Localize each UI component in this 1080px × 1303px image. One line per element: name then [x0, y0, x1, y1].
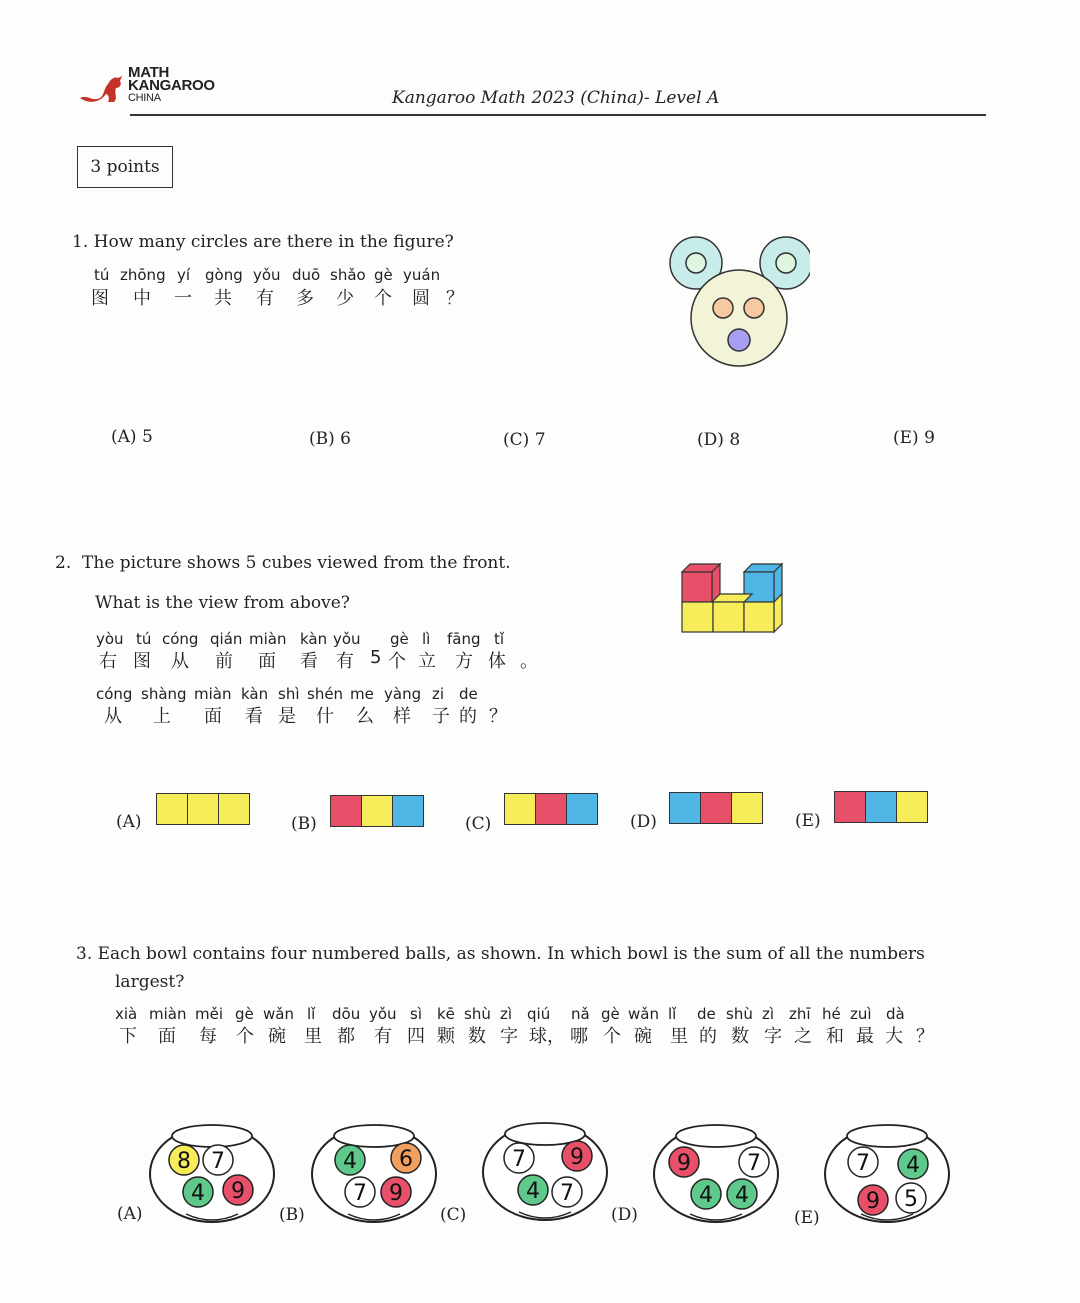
- ball-9: [858, 1185, 888, 1215]
- q2-option-label-a[interactable]: (A): [116, 812, 142, 832]
- top-view-square-blue: [865, 792, 896, 822]
- ball-4: [183, 1177, 213, 1207]
- q3-pinyin-21: hé: [822, 1005, 841, 1023]
- logo-line2: KANGAROO: [128, 77, 215, 94]
- q3-pinyin-2: měi: [195, 1005, 224, 1023]
- q3-hanzi-8: 四: [407, 1026, 425, 1047]
- q3-pinyin-5: lǐ: [307, 1005, 316, 1023]
- ball-7: [504, 1143, 534, 1173]
- q2-pinyin-10: tǐ: [494, 630, 505, 648]
- right-eye-circle: [744, 298, 764, 318]
- q3-pinyin-16: lǐ: [668, 1005, 677, 1023]
- q3-hanzi-13: 哪: [570, 1026, 588, 1047]
- left-eye-circle: [713, 298, 733, 318]
- q3-pinyin-9: kē: [437, 1005, 455, 1023]
- q1-hanzi-8: 圆: [412, 288, 430, 309]
- q2-hanzi-8: 个: [388, 651, 406, 672]
- q1-pinyin-7: gè: [374, 266, 393, 284]
- bottom-cube-1: [682, 602, 713, 632]
- red-cube-front: [682, 572, 712, 602]
- q3-hanzi-9: 颗: [437, 1026, 455, 1047]
- q2-pinyin-8: lì: [422, 630, 431, 648]
- q3-pinyin-3: gè: [235, 1005, 254, 1023]
- q1-pinyin-2: yí: [177, 266, 191, 284]
- q3-pinyin-13: nǎ: [571, 1005, 590, 1023]
- bottom-cube-2: [713, 602, 744, 632]
- q2-hanzi-1: 图: [133, 651, 151, 672]
- top-view-square-red: [700, 793, 731, 823]
- q3-bowl-c[interactable]: [479, 1114, 611, 1222]
- q2-hanzi-4: 面: [258, 651, 276, 672]
- ball-number: 4: [906, 1153, 920, 1178]
- q3-pinyin-6: dōu: [332, 1005, 361, 1023]
- q1-pinyin-5: duō: [292, 266, 321, 284]
- top-view-square-blue: [670, 793, 700, 823]
- top-view-square-yellow: [218, 794, 249, 824]
- q2-hanzi-5: 看: [300, 651, 318, 672]
- q2-hanzi-7: 5: [370, 647, 382, 668]
- q1-number: 1.: [72, 232, 89, 252]
- q3-option-label-b[interactable]: (B): [279, 1205, 305, 1225]
- q3-hanzi-3: 个: [236, 1026, 254, 1047]
- top-view-square-yellow: [731, 793, 762, 823]
- top-view-square-yellow: [187, 794, 218, 824]
- q3-bowl-b[interactable]: [308, 1116, 440, 1224]
- bottom-cube-3: [744, 602, 774, 632]
- q1-pinyin-3: gòng: [205, 266, 243, 284]
- q2-hanzi-0: 右: [99, 651, 117, 672]
- q2-option-label-e[interactable]: (E): [795, 811, 821, 831]
- q1-hanzi-3: 共: [214, 288, 232, 309]
- q2-option-label-d[interactable]: (D): [630, 812, 657, 832]
- ball-number: 4: [735, 1183, 749, 1208]
- q3-pinyin-4: wǎn: [263, 1005, 294, 1023]
- q3-pinyin-20: zhī: [789, 1005, 811, 1023]
- q3-hanzi-21: 和: [826, 1026, 844, 1047]
- q1-option-d[interactable]: (D) 8: [697, 430, 741, 450]
- q2-option-label-c[interactable]: (C): [465, 814, 492, 834]
- q2-hanzi2-5: 什: [316, 706, 334, 727]
- q3-pinyin-8: sì: [410, 1005, 422, 1023]
- q3-hanzi-1: 面: [158, 1026, 176, 1047]
- ball-number: 7: [856, 1151, 870, 1176]
- q2-pinyin2-5: shén: [307, 685, 344, 703]
- q1-hanzi-4: 有: [256, 288, 274, 309]
- q2-pinyin-3: qián: [210, 630, 243, 648]
- ball-9: [562, 1141, 592, 1171]
- q3-bowl-e[interactable]: [821, 1116, 953, 1224]
- q3-pinyin-17: de: [697, 1005, 716, 1023]
- ball-number: 4: [526, 1179, 540, 1204]
- ball-4: [727, 1179, 757, 1209]
- ball-6: [391, 1143, 421, 1173]
- q1-hanzi-9: ？: [446, 288, 464, 309]
- q3-pinyin-19: zì: [762, 1005, 775, 1023]
- q2-hanzi-2: 从: [171, 651, 189, 672]
- q2-pinyin-6: yǒu: [333, 630, 361, 648]
- mouth-circle: [728, 329, 750, 351]
- q3-option-label-d[interactable]: (D): [611, 1205, 638, 1225]
- q2-option-strip-b[interactable]: [330, 795, 424, 827]
- q3-bowl-d[interactable]: [650, 1116, 782, 1224]
- q2-hanzi2-2: 面: [204, 706, 222, 727]
- q2-pinyin2-4: shì: [278, 685, 300, 703]
- q3-hanzi-14: 个: [603, 1026, 621, 1047]
- q2-hanzi2-1: 上: [153, 706, 171, 727]
- q2-hanzi2-0: 从: [104, 706, 122, 727]
- ball-8: [169, 1145, 199, 1175]
- q1-option-c[interactable]: (C) 7: [503, 430, 546, 450]
- q3-hanzi-16: 里: [670, 1026, 688, 1047]
- top-view-square-blue: [392, 796, 423, 826]
- ball-number: 4: [699, 1183, 713, 1208]
- q1-circles-figure: [660, 232, 810, 372]
- ball-9: [381, 1177, 411, 1207]
- q2-hanzi-3: 前: [215, 651, 233, 672]
- q2-pinyin2-7: yàng: [384, 685, 422, 703]
- q3-text2: largest?: [115, 972, 185, 992]
- points-label: 3 points: [77, 146, 173, 188]
- q3-question-line1: [76, 944, 925, 964]
- q3-hanzi-22: 最: [856, 1026, 874, 1047]
- q3-pinyin-22: zuì: [850, 1005, 872, 1023]
- q2-hanzi2-8: 子: [432, 706, 450, 727]
- q2-pinyin2-3: kàn: [241, 685, 269, 703]
- ball-number: 9: [677, 1151, 691, 1176]
- q3-pinyin-14: gè: [601, 1005, 620, 1023]
- q3-pinyin-15: wǎn: [628, 1005, 659, 1023]
- ball-7: [345, 1177, 375, 1207]
- q2-pinyin-0: yòu: [96, 630, 124, 648]
- top-view-square-red: [835, 792, 865, 822]
- q1-pinyin-4: yǒu: [253, 266, 281, 284]
- logo-line3: CHINA: [128, 92, 161, 104]
- q3-option-label-e[interactable]: (E): [794, 1208, 820, 1228]
- q3-hanzi-18: 数: [731, 1026, 749, 1047]
- q1-hanzi-0: 图: [91, 288, 109, 309]
- ball-9: [223, 1175, 253, 1205]
- q1-pinyin-0: tú: [94, 266, 110, 284]
- q2-pinyin2-6: me: [350, 685, 374, 703]
- q1-hanzi-2: 一: [174, 288, 192, 309]
- q2-pinyin-7: gè: [390, 630, 409, 648]
- q2-pinyin2-1: shàng: [141, 685, 187, 703]
- ball-number: 9: [570, 1145, 584, 1170]
- header-divider: [130, 114, 986, 116]
- q3-hanzi-15: 碗: [634, 1026, 652, 1047]
- bowl-rim: [676, 1125, 756, 1147]
- q2-text2: What is the view from above?: [95, 593, 350, 613]
- ball-9: [669, 1147, 699, 1177]
- right-ear-inner-circle: [776, 253, 796, 273]
- q3-hanzi-23: 大: [885, 1026, 903, 1047]
- q1-text: How many circles are there in the figure?: [93, 232, 454, 252]
- middle-cube-top: [712, 594, 752, 602]
- q3-hanzi-24: ？: [916, 1026, 934, 1047]
- logo-line1: MATH: [128, 64, 170, 81]
- q2-hanzi-9: 立: [418, 651, 436, 672]
- q3-pinyin-11: zì: [500, 1005, 513, 1023]
- q2-cubes-figure: [676, 558, 792, 640]
- q1-hanzi-5: 多: [296, 288, 314, 309]
- top-view-square-yellow: [896, 792, 927, 822]
- bowl-rim: [847, 1125, 927, 1147]
- logo-wordmark: [128, 66, 215, 105]
- q2-text1: The picture shows 5 cubes viewed from the front.: [82, 553, 511, 573]
- top-view-square-red: [331, 796, 361, 826]
- q2-pinyin-5: kàn: [300, 630, 328, 648]
- q3-hanzi-17: 的: [699, 1026, 717, 1047]
- q1-pinyin-8: yuán: [403, 266, 441, 284]
- q3-hanzi-4: 碗: [268, 1026, 286, 1047]
- q2-pinyin2-0: cóng: [96, 685, 133, 703]
- q2-hanzi-10: 方: [455, 651, 473, 672]
- q2-option-strip-c[interactable]: [504, 793, 598, 825]
- q3-number: 3.: [76, 944, 93, 964]
- q3-pinyin-12: qiú: [527, 1005, 551, 1023]
- top-view-square-yellow: [505, 794, 535, 824]
- q3-hanzi-2: 每: [199, 1026, 217, 1047]
- ball-7: [203, 1145, 233, 1175]
- q2-option-strip-a[interactable]: [156, 793, 250, 825]
- q3-pinyin-1: miàn: [149, 1005, 187, 1023]
- math-kangaroo-logo: [78, 66, 228, 112]
- q1-option-b[interactable]: (B) 6: [309, 429, 351, 449]
- q3-hanzi-0: 下: [119, 1026, 137, 1047]
- q2-pinyin-1: tú: [136, 630, 152, 648]
- kangaroo-logo-icon: [78, 72, 126, 108]
- ball-7: [848, 1147, 878, 1177]
- q2-pinyin-4: miàn: [249, 630, 287, 648]
- ball-number: 8: [177, 1149, 191, 1174]
- ball-number: 4: [191, 1181, 205, 1206]
- q3-option-label-c[interactable]: (C): [440, 1205, 467, 1225]
- top-view-square-yellow: [361, 796, 392, 826]
- bowl-rim: [172, 1125, 252, 1147]
- q2-hanzi-12: 。: [520, 651, 538, 672]
- left-ear-inner-circle: [686, 253, 706, 273]
- q3-hanzi-20: 之: [794, 1026, 812, 1047]
- ball-number: 7: [560, 1181, 574, 1206]
- ball-number: 7: [353, 1181, 367, 1206]
- q3-hanzi-5: 里: [304, 1026, 322, 1047]
- q3-hanzi-10: 数: [468, 1026, 486, 1047]
- q3-pinyin-23: dà: [886, 1005, 905, 1023]
- q3-hanzi-6: 都: [337, 1026, 355, 1047]
- q3-option-label-a[interactable]: (A): [117, 1204, 143, 1224]
- q2-hanzi-11: 体: [488, 651, 506, 672]
- q3-pinyin-7: yǒu: [369, 1005, 397, 1023]
- q2-pinyin-2: cóng: [162, 630, 199, 648]
- q2-pinyin2-8: zi: [432, 685, 445, 703]
- ball-number: 5: [904, 1187, 918, 1212]
- q2-option-strip-d[interactable]: [669, 792, 763, 824]
- ball-4: [691, 1179, 721, 1209]
- ball-4: [335, 1145, 365, 1175]
- q1-pinyin-1: zhōng: [120, 266, 166, 284]
- q2-pinyin2-9: de: [459, 685, 478, 703]
- ball-number: 4: [343, 1149, 357, 1174]
- q2-pinyin2-2: miàn: [194, 685, 232, 703]
- q2-hanzi-6: 有: [336, 651, 354, 672]
- q3-hanzi-11: 字: [500, 1026, 518, 1047]
- q3-pinyin-18: shù: [726, 1005, 753, 1023]
- q2-option-strip-e[interactable]: [834, 791, 928, 823]
- ball-4: [898, 1149, 928, 1179]
- q1-option-e[interactable]: (E) 9: [893, 428, 935, 448]
- ball-7: [739, 1147, 769, 1177]
- top-view-square-yellow: [157, 794, 187, 824]
- q2-hanzi2-9: 的: [459, 706, 477, 727]
- ball-4: [518, 1175, 548, 1205]
- ball-number: 9: [389, 1181, 403, 1206]
- q3-hanzi-19: 字: [764, 1026, 782, 1047]
- q2-hanzi2-10: ？: [489, 706, 507, 727]
- q3-pinyin-10: shù: [464, 1005, 491, 1023]
- top-view-square-blue: [566, 794, 597, 824]
- q3-pinyin-0: xià: [115, 1005, 138, 1023]
- ball-number: 7: [211, 1149, 225, 1174]
- ball-number: 7: [512, 1147, 526, 1172]
- q1-hanzi-7: 个: [374, 288, 392, 309]
- page-title: Kangaroo Math 2023 (China)- Level A: [392, 88, 720, 108]
- q3-text1: Each bowl contains four numbered balls, as shown. In which bowl is the sum of all the numbers: [97, 944, 925, 964]
- q1-pinyin-6: shǎo: [330, 266, 366, 284]
- ball-number: 7: [747, 1151, 761, 1176]
- q3-bowl-a[interactable]: [146, 1116, 278, 1224]
- q2-number: 2.: [55, 553, 72, 573]
- q2-hanzi2-7: 样: [393, 706, 411, 727]
- ball-5: [896, 1183, 926, 1213]
- q3-hanzi-12: 球，: [529, 1026, 565, 1047]
- q2-hanzi2-6: 么: [356, 706, 374, 727]
- q1-hanzi-1: 中: [133, 288, 151, 309]
- q1-option-a[interactable]: (A) 5: [111, 427, 153, 447]
- q1-question: [72, 232, 454, 252]
- q1-hanzi-6: 少: [336, 288, 354, 309]
- q2-hanzi2-3: 看: [245, 706, 263, 727]
- q2-question-line1: [55, 553, 511, 573]
- ball-number: 6: [399, 1147, 413, 1172]
- q2-option-label-b[interactable]: (B): [291, 814, 317, 834]
- ball-number: 9: [866, 1189, 880, 1214]
- q2-hanzi2-4: 是: [278, 706, 296, 727]
- q2-pinyin-9: fāng: [447, 630, 481, 648]
- ball-7: [552, 1177, 582, 1207]
- ball-number: 9: [231, 1179, 245, 1204]
- q3-hanzi-7: 有: [374, 1026, 392, 1047]
- top-view-square-red: [535, 794, 566, 824]
